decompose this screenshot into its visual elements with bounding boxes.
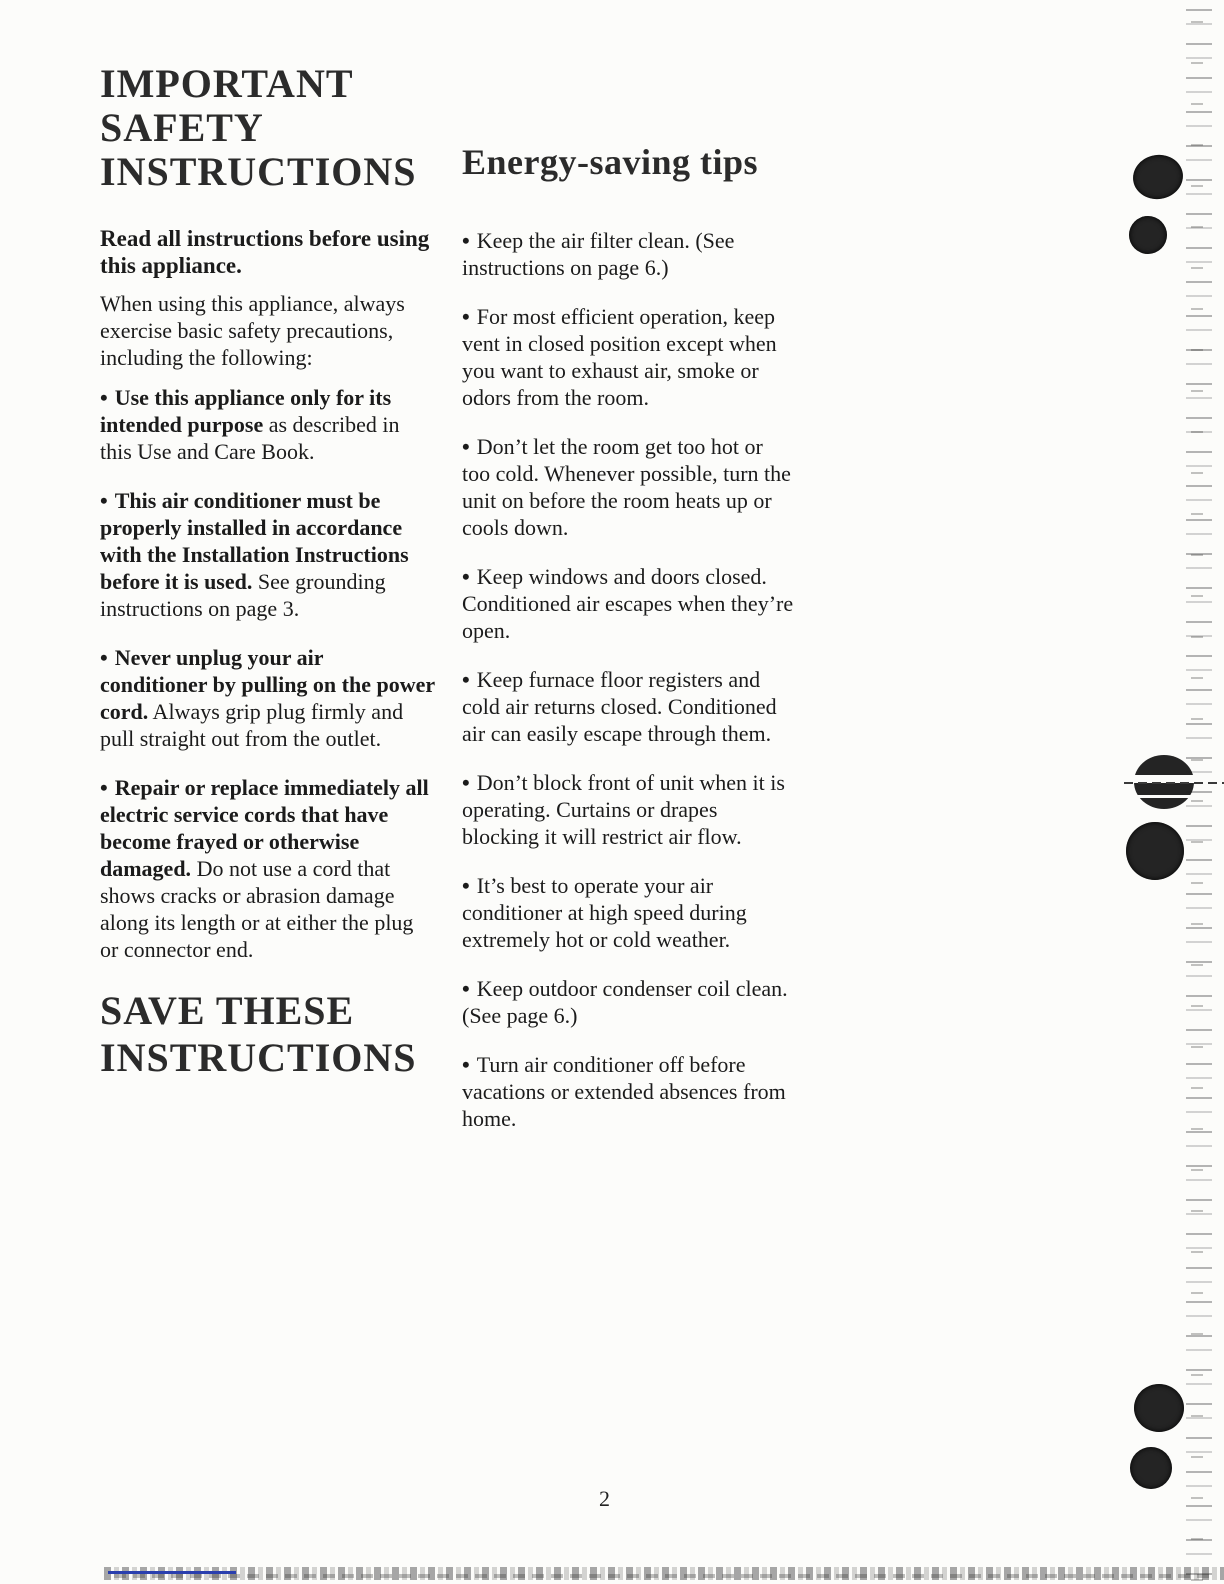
bullet-text: Keep the air filter clean. (See instructions on page 6.) xyxy=(462,228,735,280)
punch-hole-artifact-2 xyxy=(1129,216,1167,254)
save-title-line-1: SAVE THESE xyxy=(100,988,355,1033)
blue-scan-line xyxy=(108,1571,236,1574)
bullet-rest-text: Always grip plug firmly and pull straight out from the outlet. xyxy=(100,699,404,751)
section-subheading: Read all instructions before using this appliance. xyxy=(100,226,430,278)
energy-tips-title: Energy-saving tips xyxy=(462,142,759,182)
bullet-icon: • xyxy=(462,873,470,898)
bullet-bold-text: Use this appliance only for its intended purpose xyxy=(100,385,392,437)
bullet-text: Keep windows and doors closed. Conditioned air escapes when they’re open. xyxy=(462,564,794,643)
right-column xyxy=(462,140,794,1154)
bullet-icon: • xyxy=(462,667,470,692)
bullet-bold-text: This air conditioner must be properly installed in accordance with the Installation Instructions before it is used. xyxy=(100,488,409,594)
bullet-rest-text: as described in this Use and Care Book. xyxy=(100,412,400,464)
document-title xyxy=(100,62,435,194)
bullet-text: Keep outdoor condenser coil clean. (See page 6.) xyxy=(462,976,788,1028)
energy-bullet-item xyxy=(462,227,794,281)
bullet-text: Don’t let the room get too hot or too cold. Whenever possible, turn the unit on before the room heats up or cools down. xyxy=(462,434,791,540)
safety-bullet-item xyxy=(100,644,435,752)
punch-hole-artifact-1 xyxy=(1130,151,1187,203)
bullet-rest-text: Do not use a cord that shows cracks or abrasion damage along its length or at either the plug or connector end. xyxy=(100,856,414,962)
energy-bullet-item xyxy=(462,872,794,953)
bullet-icon: • xyxy=(462,770,470,795)
ink-disc-artifact xyxy=(1126,822,1184,880)
safety-bullet-item xyxy=(100,487,435,622)
bullet-icon: • xyxy=(100,775,108,800)
bullet-icon: • xyxy=(462,976,470,1001)
energy-bullet-item xyxy=(462,303,794,411)
energy-bullet-item xyxy=(462,769,794,850)
bullet-text: It’s best to operate your air conditioner at high speed during extremely hot or cold weather. xyxy=(462,873,747,952)
bullet-icon: • xyxy=(462,1052,470,1077)
punch-hole-artifact-3 xyxy=(1134,1384,1184,1432)
title-line-3: INSTRUCTIONS xyxy=(100,149,417,194)
bullet-text: Turn air conditioner off before vacations or extended absences from home. xyxy=(462,1052,786,1131)
energy-bullet-item xyxy=(462,666,794,747)
save-title-line-2: INSTRUCTIONS xyxy=(100,1035,417,1080)
bullet-text: Don’t block front of unit when it is operating. Curtains or drapes blocking it will restrict air flow. xyxy=(462,770,785,849)
save-instructions-title xyxy=(100,987,435,1081)
right-edge-scan-noise xyxy=(1186,0,1212,1584)
bullet-rest-text: See grounding instructions on page 3. xyxy=(100,569,386,621)
bullet-text: For most efficient operation, keep vent in closed position except when you want to exhaust air, smoke or odors from the room. xyxy=(462,304,777,410)
bullet-icon: • xyxy=(462,228,470,253)
intro-paragraph: When using this appliance, always exercise basic safety precautions, including the following: xyxy=(100,291,405,370)
energy-bullet-item xyxy=(462,1051,794,1132)
title-line-1: IMPORTANT xyxy=(100,61,354,106)
energy-bullet-item xyxy=(462,433,794,541)
bullet-icon: • xyxy=(100,645,108,670)
page-number: 2 xyxy=(599,1486,610,1511)
bullet-bold-text: Never unplug your air conditioner by pulling on the power cord. xyxy=(100,645,435,724)
punch-hole-artifact-4 xyxy=(1130,1447,1172,1489)
bullet-icon: • xyxy=(462,564,470,589)
bullet-text: Keep furnace floor registers and cold air returns closed. Conditioned air can easily escape through them. xyxy=(462,667,777,746)
bullet-bold-text: Repair or replace immediately all electric service cords that have become frayed or otherwise damaged. xyxy=(100,775,429,881)
bullet-icon: • xyxy=(100,385,108,410)
bottom-edge-scan-noise xyxy=(104,1567,1224,1580)
safety-bullet-item xyxy=(100,774,435,963)
energy-bullet-item xyxy=(462,563,794,644)
left-column xyxy=(100,62,435,1081)
title-line-2: SAFETY xyxy=(100,105,264,150)
bullet-icon: • xyxy=(462,304,470,329)
bullet-icon: • xyxy=(462,434,470,459)
bullet-icon: • xyxy=(100,488,108,513)
energy-bullet-item xyxy=(462,975,794,1029)
safety-bullet-item xyxy=(100,384,435,465)
